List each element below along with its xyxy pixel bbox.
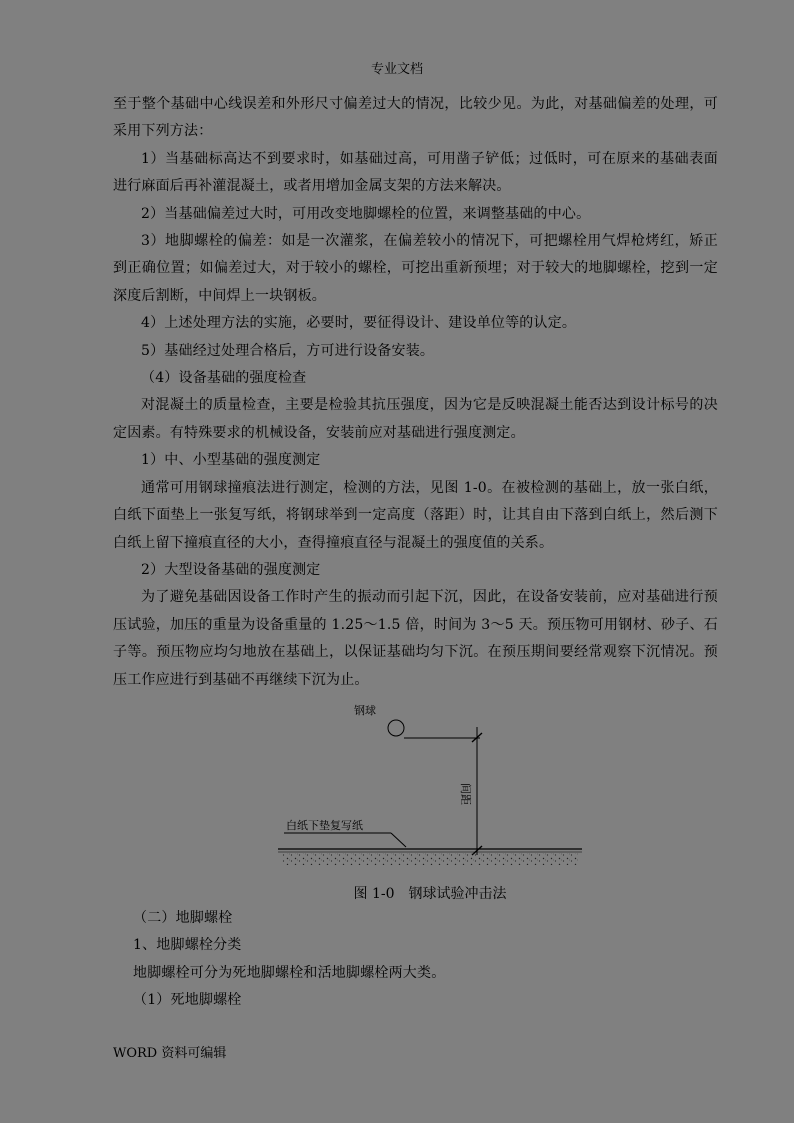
concrete-base: [282, 853, 578, 865]
sub-heading: （1）死地脚螺栓: [133, 992, 242, 1009]
section-heading: （二）地脚螺栓: [133, 910, 233, 926]
paragraph: 1）当基础标高达不到要求时，如基础过高，可用凿子铲低；过低时，可在原来的基础表面进行麻面后再补灌混凝土，或者用增加金属支架的方法来解决。: [113, 150, 718, 195]
body-text: [113, 91, 718, 694]
steel-ball-shape: [388, 720, 404, 736]
paragraph: 为了避免基础因设备工作时产生的振动而引起下沉，因此，在设备安装前，应对基础进行预压试验，加压的重量为设备重量的 1.25～1.5 倍，时间为 3～5 天。预压物可用钢材、砂子、石子等。预压物应均匀地放在基础上，以保证基础均匀下沉。在预压期间要经常观察下沉情况。预压工作应进行到基础不再继续下沉为止。: [113, 589, 718, 688]
paragraph: 4）上述处理方法的实施，必要时，要征得设计、建设单位等的认定。: [141, 315, 577, 332]
figure-drawing: [270, 695, 590, 875]
paragraph: 3）地脚螺栓的偏差：如是一次灌浆，在偏差较小的情况下，可把螺栓用气焊枪烤红，矫正到正确位置；如偏差过大，对于较小的螺栓，可挖出重新预埋；对于较大的地脚螺栓，挖到一定深度后割断，中间焊上一块钢板。: [113, 233, 718, 304]
paragraph: 对混凝土的质量检查，主要是检验其抗压强度，因为它是反映混凝土能否达到设计标号的决定因素。有特殊要求的机械设备，安装前应对基础进行强度测定。: [113, 397, 718, 441]
paragraph: 5）基础经过处理合格后，方可进行设备安装。: [141, 342, 435, 359]
body-text-continued: [113, 905, 718, 1015]
page-footer: WORD 资料可编辑: [113, 1046, 227, 1061]
paper-label: 白纸下垫复写纸: [286, 819, 363, 832]
page-header: 专业文档: [370, 62, 423, 77]
sub-heading: 2）大型设备基础的强度测定: [141, 561, 321, 578]
paragraph: 地脚螺栓可分为死地脚螺栓和活地脚螺栓两大类。: [133, 964, 446, 981]
sub-heading: 1）中、小型基础的强度测定: [141, 452, 321, 469]
section-heading: （4）设备基础的强度检查: [141, 370, 307, 387]
ball-label: 钢球: [354, 704, 376, 717]
distance-label: 间距: [459, 783, 472, 805]
paper-leader-diagonal: [391, 833, 406, 847]
paragraph: 至于整个基础中心线误差和外形尺寸偏差过大的情况，比较少见。为此，对基础偏差的处理，可采用下列方法：: [113, 96, 718, 140]
paragraph: 2）当基础偏差过大时，可用改变地脚螺栓的位置，来调整基础的中心。: [141, 205, 591, 222]
figure-caption: 图 1-0 钢球试验冲击法: [353, 886, 507, 902]
sub-heading: 1、地脚螺栓分类: [133, 937, 242, 954]
paragraph: 通常可用钢球撞痕法进行测定，检测的方法，见图 1-0。在被检测的基础上，放一张白纸，白纸下面垫上一张复写纸，将钢球举到一定高度（落距）时，让其自由下落到白纸上，然后测下白纸上留下撞痕直径的大小，查得撞痕直径与混凝土的强度值的关系。: [113, 479, 718, 551]
steel-ball-test-figure: [270, 695, 590, 910]
